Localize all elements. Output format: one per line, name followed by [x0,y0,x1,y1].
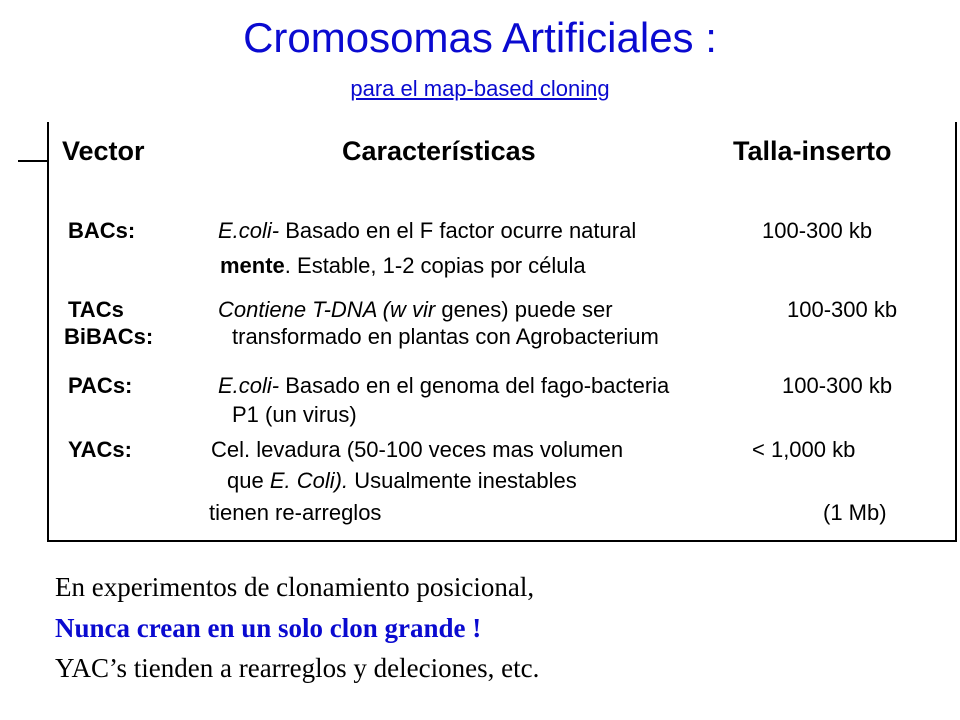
row-desc-yacs-line3: tienen re-arreglos [209,500,382,525]
footer-line2: Nunca crean en un solo clon grande ! [55,613,482,643]
row-size-yacs: < 1,000 kb [752,437,856,462]
row-size-yacs-mb: (1 Mb) [823,500,887,525]
header-caracteristicas: Características [342,136,536,166]
row-name-tacs: TACs [68,297,124,322]
row-desc-bacs-line1: E.coli- Basado en el F factor ocurre natural [218,218,637,243]
row-name-bacs: BACs: [68,218,136,243]
slide-subtitle: para el map-based cloning [350,76,610,101]
row-desc-tacs-line1: Contiene T-DNA (w vir genes) puede ser [218,297,613,322]
footer-line1: En experimentos de clonamiento posicional, [55,572,535,602]
row-desc-bacs-line2: mente. Estable, 1-2 copias por célula [220,253,586,278]
row-name-bibacs: BiBACs: [64,324,154,349]
row-desc-tacs-line2: transformado en plantas con Agrobacterium [232,324,659,349]
header-vector: Vector [62,136,145,166]
row-desc-pacs-line1: E.coli- Basado en el genoma del fago-bacteria [218,373,670,398]
footer-line3: YAC’s tienden a rearreglos y deleciones, etc. [55,653,540,683]
row-size-bacs: 100-300 kb [762,218,873,243]
row-name-yacs: YACs: [68,437,132,462]
row-size-tacs: 100-300 kb [787,297,898,322]
row-desc-yacs-line1: Cel. levadura (50-100 veces mas volumen [211,437,624,462]
box-stub-line [18,160,48,162]
row-name-pacs: PACs: [68,373,133,398]
slide-title: Cromosomas Artificiales : [243,14,717,61]
header-talla: Talla-inserto [733,136,892,166]
row-desc-pacs-line2: P1 (un virus) [232,402,357,427]
row-size-pacs: 100-300 kb [782,373,893,398]
row-desc-yacs-line2: que E. Coli). Usualmente inestables [227,468,577,493]
